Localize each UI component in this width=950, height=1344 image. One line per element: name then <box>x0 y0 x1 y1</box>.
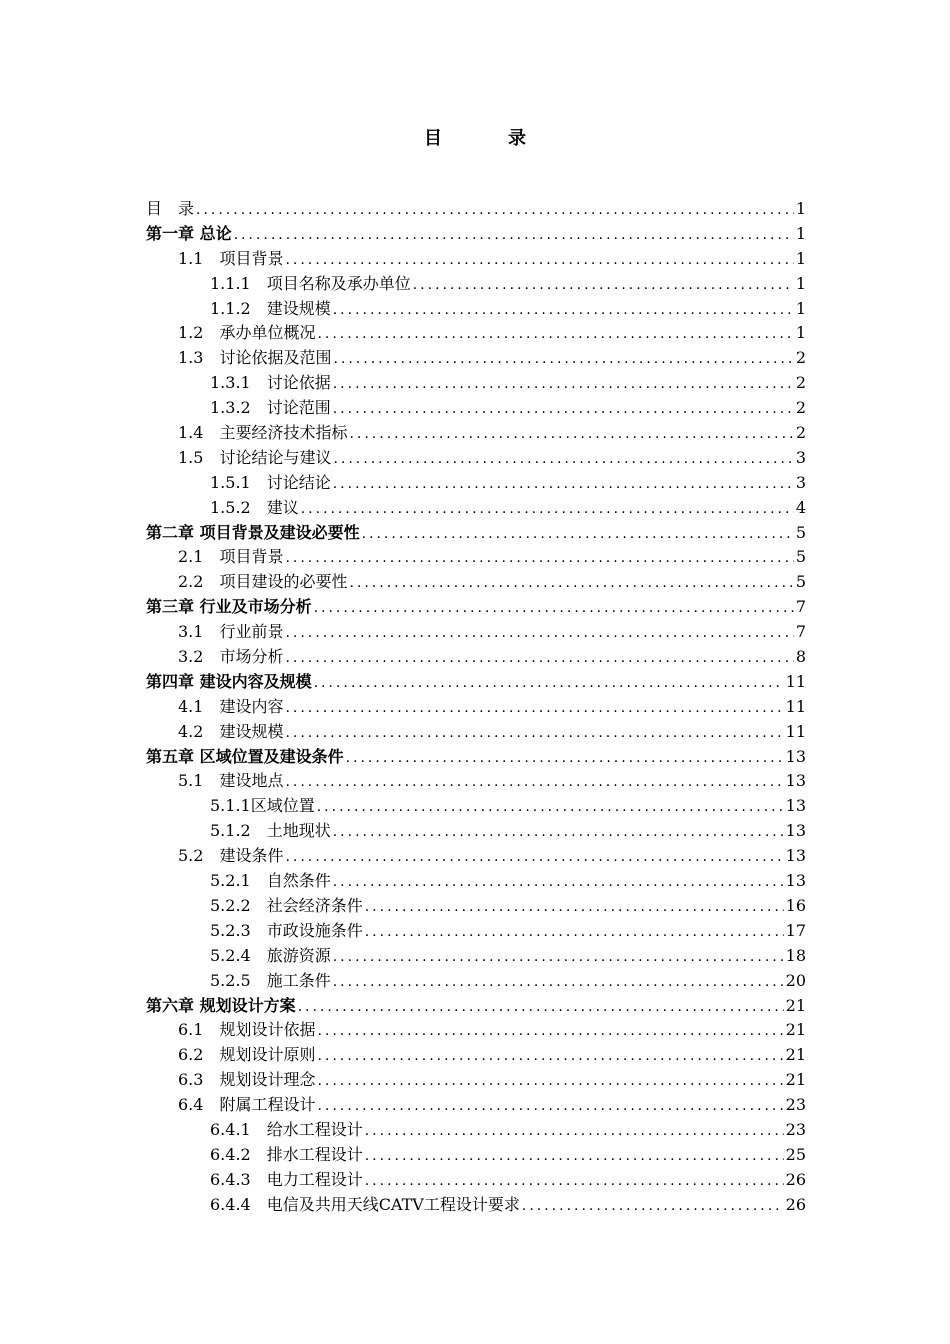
toc-dot-leader <box>333 298 794 322</box>
toc-dot-leader <box>333 820 784 844</box>
toc-page-number: 4 <box>795 497 806 517</box>
toc-page-number: 8 <box>795 647 806 667</box>
toc-entry[interactable] <box>146 396 806 421</box>
toc-entry[interactable] <box>146 695 806 720</box>
toc-entry-label: 2.2 项目建设的必要性 <box>178 572 348 592</box>
toc-dot-leader <box>333 472 794 496</box>
toc-chapter-entry[interactable] <box>146 222 806 247</box>
toc-entry-label: 2.1 项目背景 <box>178 547 284 567</box>
toc-page-number: 2 <box>795 348 806 368</box>
toc-dot-leader <box>314 596 794 620</box>
toc-entry[interactable] <box>146 1068 806 1093</box>
toc-page-number: 1 <box>795 199 806 218</box>
toc-entry[interactable] <box>146 1193 806 1218</box>
toc-page-number: 26 <box>785 1169 806 1189</box>
toc-entry[interactable] <box>146 1168 806 1193</box>
toc-page-number: 1 <box>795 223 806 243</box>
toc-page-number: 7 <box>795 622 806 642</box>
toc-page-number: 13 <box>785 821 806 841</box>
toc-entry[interactable] <box>146 197 806 222</box>
toc-entry-label: 第五章 区域位置及建设条件 <box>146 746 344 766</box>
toc-dot-leader <box>365 1169 784 1193</box>
toc-entry-label: 第一章 总论 <box>146 223 232 243</box>
toc-page-number: 11 <box>785 696 806 716</box>
toc-entry-label: 4.2 建设规模 <box>178 721 284 741</box>
toc-entry-label: 1.3 讨论依据及范围 <box>178 348 332 368</box>
toc-entry[interactable] <box>146 819 806 844</box>
toc-entry-label: 4.1 建设内容 <box>178 696 284 716</box>
toc-page-number: 20 <box>785 970 806 990</box>
toc-entry[interactable] <box>146 944 806 969</box>
toc-entry-label: 1.3.1 讨论依据 <box>210 373 331 393</box>
toc-entry[interactable] <box>146 446 806 471</box>
toc-dot-leader <box>333 870 784 894</box>
toc-dot-leader <box>333 372 794 396</box>
toc-dot-leader <box>333 945 784 969</box>
toc-entry-label: 第六章 规划设计方案 <box>146 995 296 1015</box>
toc-entry[interactable] <box>146 869 806 894</box>
toc-entry-label: 第四章 建设内容及规模 <box>146 671 312 691</box>
toc-entry-label: 第二章 项目背景及建设必要性 <box>146 522 360 542</box>
toc-entry-label: 5.2.1 自然条件 <box>210 871 331 891</box>
toc-entry-label: 目 录 <box>146 199 195 218</box>
table-of-contents <box>146 197 806 1218</box>
toc-dot-leader <box>298 995 784 1019</box>
toc-entry-label: 6.1 规划设计依据 <box>178 1020 316 1040</box>
toc-page-number: 11 <box>785 721 806 741</box>
toc-entry-label: 1.5.1 讨论结论 <box>210 472 331 492</box>
toc-page-number: 21 <box>785 995 806 1015</box>
toc-entry[interactable] <box>146 620 806 645</box>
toc-entry[interactable] <box>146 919 806 944</box>
toc-entry[interactable] <box>146 297 806 322</box>
toc-entry[interactable] <box>146 1093 806 1118</box>
toc-entry[interactable] <box>146 720 806 745</box>
toc-page-number: 2 <box>795 398 806 418</box>
toc-chapter-entry[interactable] <box>146 670 806 695</box>
toc-entry[interactable] <box>146 570 806 595</box>
toc-page-number: 21 <box>785 1020 806 1040</box>
toc-entry[interactable] <box>146 794 806 819</box>
toc-dot-leader <box>317 1044 783 1068</box>
toc-dot-leader <box>317 322 793 346</box>
toc-dot-leader <box>317 795 784 819</box>
toc-dot-leader <box>285 845 783 869</box>
toc-entry[interactable] <box>146 545 806 570</box>
toc-entry[interactable] <box>146 421 806 446</box>
toc-page-number: 23 <box>785 1119 806 1139</box>
toc-dot-leader <box>365 1144 784 1168</box>
toc-dot-leader <box>365 1119 784 1143</box>
toc-dot-leader <box>317 1069 783 1093</box>
toc-dot-leader <box>285 696 783 720</box>
toc-dot-leader <box>522 1194 784 1218</box>
toc-page-number: 5 <box>795 572 806 592</box>
toc-entry-label: 6.4.2 排水工程设计 <box>210 1144 363 1164</box>
toc-entry[interactable] <box>146 769 806 794</box>
toc-entry-label: 6.3 规划设计理念 <box>178 1070 316 1090</box>
toc-dot-leader <box>196 198 794 222</box>
toc-entry-label: 5.2.3 市政设施条件 <box>210 920 363 940</box>
toc-page-number: 18 <box>785 945 806 965</box>
toc-page-number: 1 <box>795 273 806 293</box>
toc-dot-leader <box>413 273 794 297</box>
toc-entry-label: 6.4 附属工程设计 <box>178 1095 316 1115</box>
toc-entry[interactable] <box>146 346 806 371</box>
toc-entry-label: 5.2.4 旅游资源 <box>210 945 331 965</box>
toc-page-number: 3 <box>795 447 806 467</box>
toc-entry-label: 1.5 讨论结论与建议 <box>178 447 332 467</box>
toc-dot-leader <box>333 347 793 371</box>
toc-dot-leader <box>285 770 783 794</box>
toc-dot-leader <box>333 447 793 471</box>
toc-entry-label: 1.2 承办单位概况 <box>178 323 316 343</box>
toc-dot-leader <box>285 721 783 745</box>
toc-page-number: 13 <box>785 846 806 866</box>
toc-dot-leader <box>333 397 794 421</box>
toc-entry[interactable] <box>146 272 806 297</box>
toc-dot-leader <box>349 422 793 446</box>
toc-chapter-entry[interactable] <box>146 745 806 770</box>
toc-entry[interactable] <box>146 1143 806 1168</box>
toc-entry[interactable] <box>146 969 806 994</box>
toc-entry-label: 1.1 项目背景 <box>178 248 284 268</box>
toc-dot-leader <box>365 920 784 944</box>
toc-page-number: 25 <box>785 1144 806 1164</box>
toc-dot-leader <box>365 895 784 919</box>
toc-dot-leader <box>362 522 794 546</box>
toc-dot-leader <box>285 646 793 670</box>
toc-dot-leader <box>285 546 793 570</box>
toc-entry[interactable] <box>146 894 806 919</box>
toc-dot-leader <box>234 223 794 247</box>
toc-page-number: 16 <box>785 895 806 915</box>
toc-page-number: 2 <box>795 373 806 393</box>
toc-page-number: 5 <box>795 547 806 567</box>
toc-chapter-entry[interactable] <box>146 994 806 1019</box>
toc-entry[interactable] <box>146 1018 806 1043</box>
toc-dot-leader <box>317 1019 783 1043</box>
toc-entry[interactable] <box>146 471 806 496</box>
toc-entry-label: 5.1 建设地点 <box>178 771 284 791</box>
toc-page-number: 23 <box>785 1095 806 1115</box>
toc-entry[interactable] <box>146 371 806 396</box>
toc-entry-label: 6.4.3 电力工程设计 <box>210 1169 363 1189</box>
toc-page-number: 1 <box>795 323 806 343</box>
toc-page-number: 7 <box>795 597 806 617</box>
toc-page-number: 13 <box>785 746 806 766</box>
toc-entry[interactable] <box>146 321 806 346</box>
page-title: 目 录 <box>424 128 550 149</box>
toc-entry[interactable] <box>146 1118 806 1143</box>
toc-page-number: 21 <box>785 1045 806 1065</box>
toc-page-number: 26 <box>785 1194 806 1214</box>
toc-page-number: 13 <box>785 771 806 791</box>
toc-page-number: 5 <box>795 522 806 542</box>
toc-entry[interactable] <box>146 496 806 521</box>
toc-page-number: 2 <box>795 423 806 443</box>
toc-entry-label: 6.2 规划设计原则 <box>178 1045 316 1065</box>
toc-chapter-entry[interactable] <box>146 595 806 620</box>
toc-entry-label: 5.1.2 土地现状 <box>210 821 331 841</box>
toc-page-number: 3 <box>795 472 806 492</box>
toc-page-number: 13 <box>785 871 806 891</box>
toc-entry[interactable] <box>146 844 806 869</box>
toc-page-number: 1 <box>795 298 806 318</box>
toc-entry-label: 1.5.2 建议 <box>210 497 299 517</box>
toc-dot-leader <box>349 571 793 595</box>
toc-page-number: 1 <box>795 248 806 268</box>
toc-entry-label: 第三章 行业及市场分析 <box>146 597 312 617</box>
toc-entry-label: 1.1.1 项目名称及承办单位 <box>210 273 411 293</box>
toc-dot-leader <box>285 621 793 645</box>
toc-entry-label: 3.2 市场分析 <box>178 647 284 667</box>
toc-entry[interactable] <box>146 247 806 272</box>
toc-entry-label: 3.1 行业前景 <box>178 622 284 642</box>
toc-entry[interactable] <box>146 1043 806 1068</box>
toc-dot-leader <box>333 970 784 994</box>
toc-entry-label: 6.4.4 电信及共用天线CATV工程设计要求 <box>210 1194 520 1214</box>
toc-page-number: 21 <box>785 1070 806 1090</box>
toc-entry-label: 1.4 主要经济技术指标 <box>178 423 348 443</box>
toc-entry-label: 1.3.2 讨论范围 <box>210 398 331 418</box>
toc-page-number: 11 <box>785 671 806 691</box>
toc-entry-label: 5.2 建设条件 <box>178 846 284 866</box>
toc-dot-leader <box>314 671 784 695</box>
toc-entry[interactable] <box>146 645 806 670</box>
toc-dot-leader <box>285 248 793 272</box>
toc-dot-leader <box>317 1094 783 1118</box>
toc-page-number: 13 <box>785 796 806 816</box>
toc-dot-leader <box>301 497 794 521</box>
toc-entry-label: 5.1.1区域位置 <box>210 796 315 816</box>
toc-dot-leader <box>346 746 784 770</box>
toc-entry-label: 5.2.5 施工条件 <box>210 970 331 990</box>
toc-entry-label: 5.2.2 社会经济条件 <box>210 895 363 915</box>
toc-entry-label: 1.1.2 建设规模 <box>210 298 331 318</box>
toc-entry-label: 6.4.1 给水工程设计 <box>210 1119 363 1139</box>
toc-chapter-entry[interactable] <box>146 521 806 546</box>
toc-page-number: 17 <box>785 920 806 940</box>
